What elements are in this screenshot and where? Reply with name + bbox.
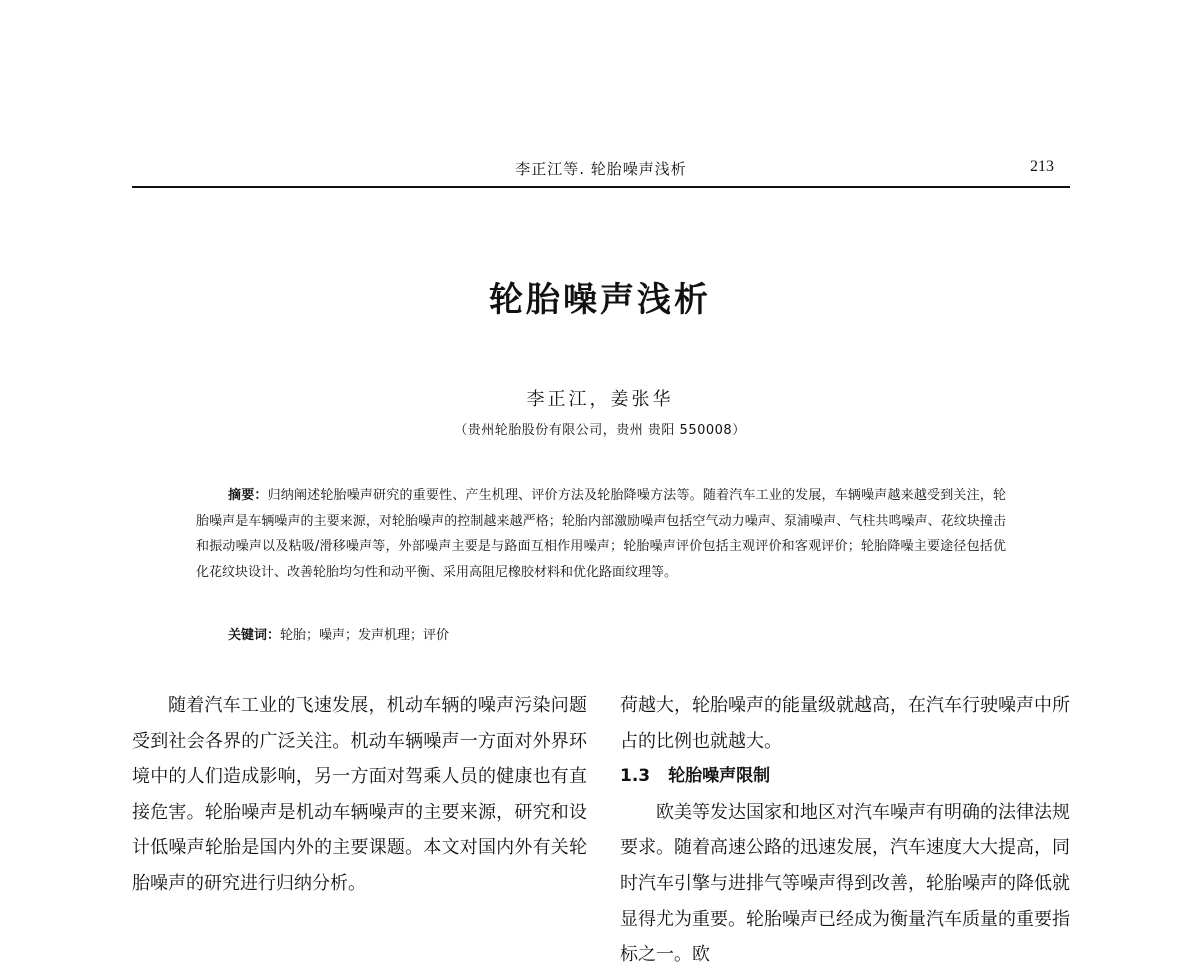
section-title: 轮胎噪声限制 <box>668 766 771 787</box>
running-title: 李正江等. 轮胎噪声浅析 <box>515 160 687 178</box>
keywords <box>228 624 1008 643</box>
page-number: 213 <box>1030 158 1054 175</box>
body-left-column <box>132 688 587 902</box>
abstract <box>196 483 1006 585</box>
abstract-label: 摘要： <box>228 488 268 503</box>
body-right-column <box>620 688 1070 973</box>
section-heading <box>620 759 1070 795</box>
article-title: 轮胎噪声浅析 <box>489 280 711 320</box>
running-header <box>132 150 1070 188</box>
article-affiliation: （贵州轮胎股份有限公司，贵州 贵阳 550008） <box>454 423 746 438</box>
intro-paragraph: 随着汽车工业的飞速发展，机动车辆的噪声污染问题受到社会各界的广泛关注。机动车辆噪声一方面对外界环境中的人们造成影响，另一方面对驾乘人员的健康也有直接危害。轮胎噪声是机动车辆噪声的主要来源，研究和设计低噪声轮胎是国内外的主要课题。本文对国内外有关轮胎噪声的研究进行归纳分析。 <box>132 695 587 894</box>
section-paragraph: 欧美等发达国家和地区对汽车噪声有明确的法律法规要求。随着高速公路的迅速发展，汽车速度大大提高，同时汽车引擎与进排气等噪声得到改善，轮胎噪声的降低就显得尤为重要。轮胎噪声已经成为衡量汽车质量的重要指标之一。欧 <box>620 801 1070 966</box>
continued-paragraph: 荷越大，轮胎噪声的能量级就越高，在汽车行驶噪声中所占的比例也就越大。 <box>620 695 1070 752</box>
section-number: 1.3 <box>620 766 651 787</box>
article-authors: 李正江，姜张华 <box>526 389 674 410</box>
abstract-text: 归纳阐述轮胎噪声研究的重要性、产生机理、评价方法及轮胎降噪方法等。随着汽车工业的发展，车辆噪声越来越受到关注，轮胎噪声是车辆噪声的主要来源，对轮胎噪声的控制越来越严格；轮胎内部激励噪声包括空气动力噪声、泵浦噪声、气柱共鸣噪声、花纹块撞击和振动噪声以及粘吸/滑移噪声等，外部噪声主要是与路面互相作用噪声；轮胎噪声评价包括主观评价和客观评价；轮胎降噪主要途径包括优化花纹块设计、改善轮胎均匀性和动平衡、采用高阻尼橡胶材料和优化路面纹理等。 <box>196 488 1006 580</box>
keywords-text: 轮胎；噪声；发声机理；评价 <box>280 628 450 643</box>
keywords-label: 关键词： <box>228 628 281 643</box>
